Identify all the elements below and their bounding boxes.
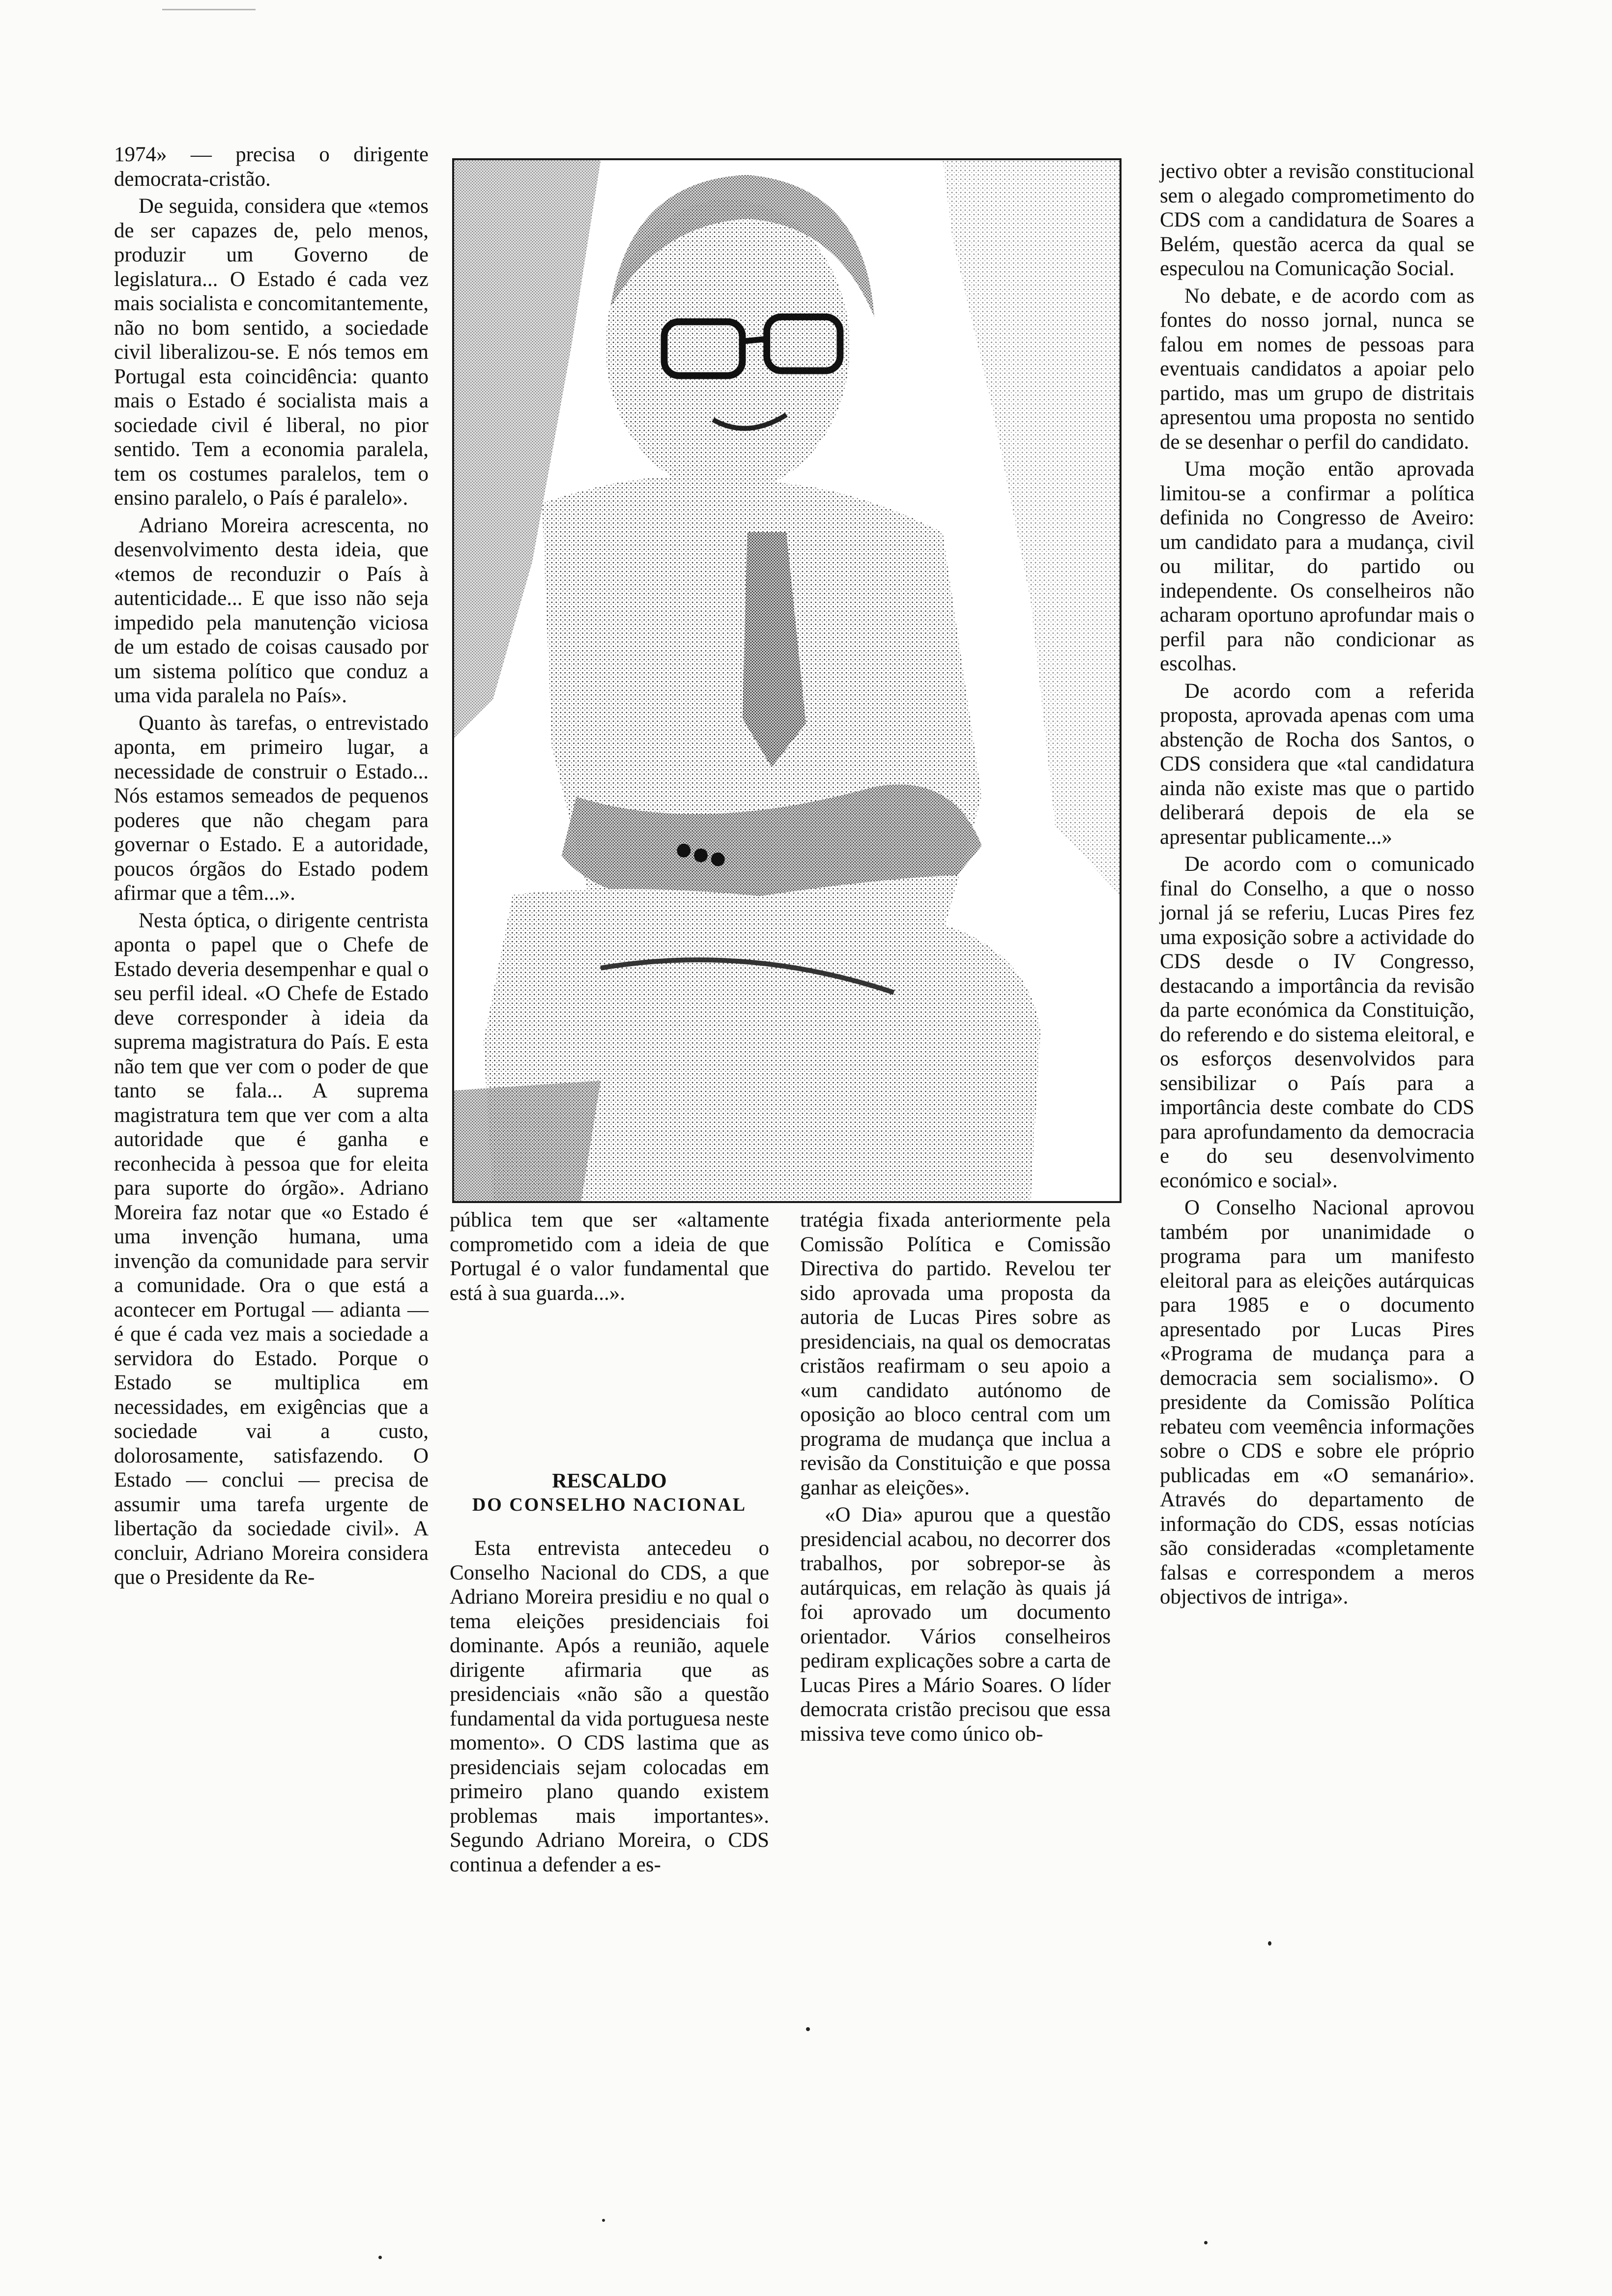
subhead-line-2: DO CONSELHO NACIONAL [472,1494,747,1515]
article-column-2-lower [450,1469,769,1877]
scan-speck [806,2027,810,2031]
paragraph: pública tem que ser «altamente comprometido com a ideia de que Portugal é o valor fundamental que está à sua guarda...». [450,1208,769,1305]
paragraph: Quanto às tarefas, o entrevistado aponta, em primeiro lugar, a necessidade de construir o Estado... Nós estamos semeados de pequenos poderes que não chegam para governar o Estado. E a autoridade, poucos órgãos do Estado podem afirmar que a têm...». [114,711,429,905]
paragraph: Adriano Moreira acrescenta, no desenvolvimento desta ideia, que «temos de reconduzir o País à autenticidade... E que isso não seja impedido pela manutenção viciosa de um estado de coisas causado por um sistema político que conduz a uma vida paralela no País». [114,514,429,707]
paragraph: 1974» — precisa o dirigente democrata-cristão. [114,143,429,191]
scan-edge-mark [162,9,256,10]
paragraph: De seguida, considera que «temos de ser capazes de, pelo menos, produzir um Governo de legislatura... O Estado é cada vez mais socialista e concomitantemente, não no bom sentido, a sociedade civil liberalizou-se. E nós temos em Portugal esta coincidência: quanto mais o Estado é socialista mais a sociedade civil é liberal, no pior sentido. Tem a economia paralela, tem os costumes paralelos, tem o ensino paralelo, o País é paralelo». [114,195,429,510]
article-column-2 [450,1208,769,1305]
section-subhead [450,1469,769,1517]
paragraph: Nesta óptica, o dirigente centrista aponta o papel que o Chefe de Estado deveria desempenhar e qual o seu perfil ideal. «O Chefe de Estado deve corresponder à ideia da suprema magistratura do País. E esta não tem que ver com o poder de que tanto se fala... A suprema magistratura tem que ver com a alta autoridade que é ganha e reconhecida à pessoa que for eleita para suporte do órgão». Adriano Moreira faz notar que «o Estado é uma invenção humana, uma invenção da comunidade para servir a comunidade. Ora o que está a acontecer em Portugal — adianta — é que é cada vez mais a sociedade a servidora do Estado. Porque o Estado se multiplica em necessidades, em exigências que a sociedade vai a custo, dolorosamente, satisfazendo. O Estado — conclui — precisa de assumir uma tarefa urgente de libertação da sociedade civil». A concluir, Adriano Moreira considera que o Presidente da Re- [114,909,429,1589]
paragraph: De acordo com o comunicado final do Conselho, a que o nosso jornal já se referiu, Lucas Pires fez uma exposição sobre a actividade do CDS desde o IV Congresso, destacando a importância da revisão da parte económica da Constituição, do referendo e do sistema eleitoral, e os esforços desenvolvidos para sensibilizar o País para a importância deste combate do CDS para aprofundamento da democracia e do seu desenvolvimento económico e social». [1160,853,1474,1192]
scan-speck [1268,1941,1271,1946]
paragraph: «O Dia» apurou que a questão presidencial acabou, no decorrer dos trabalhos, por sobrepor-se às autárquicas, em relação às quais já foi aprovado um documento orientador. Vários conselheiros pediram explicações sobre a carta de Lucas Pires a Mário Soares. O líder democrata cristão precisou que essa missiva teve como único ob- [800,1503,1111,1746]
portrait-photo [452,158,1122,1203]
paragraph: Uma moção então aprovada limitou-se a confirmar a política definida no Congresso de Aveiro: um candidato para a mudança, civil ou militar, do partido ou independente. Os conselheiros não acharam oportuno aprofundar mais o perfil para não condicionar as escolhas. [1160,458,1474,675]
portrait-photo-icon [454,160,1120,1201]
paragraph: Esta entrevista antecedeu o Conselho Nacional do CDS, a que Adriano Moreira presidiu e no qual o tema eleições presidenciais foi dominante. Após a reunião, aquele dirigente afirmaria que as presidenciais «não são a questão fundamental da vida portuguesa neste momento». O CDS lastima que as presidenciais sejam colocadas em primeiro plano quando existem problemas mais importantes». Segundo Adriano Moreira, o CDS continua a defender a es- [450,1537,769,1876]
scan-speck [378,2256,382,2259]
subhead-line-1: RESCALDO [552,1470,667,1492]
paragraph: De acordo com a referida proposta, aprovada apenas com uma abstenção de Rocha dos Santos, o CDS considera que «tal candidatura ainda não existe mas que o partido deliberará depois de ela se apresentar publicamente...» [1160,679,1474,849]
paragraph: No debate, e de acordo com as fontes do nosso jornal, nunca se falou em nomes de pessoas para eventuais candidatos a apoiar pelo partido, mas um grupo de distritais apresentou uma proposta no sentido de se desenhar o perfil do candidato. [1160,284,1474,454]
paragraph: jectivo obter a revisão constitucional sem o alegado comprometimento do CDS com a candidatura de Soares a Belém, questão acerca da qual se especulou na Comunicação Social. [1160,160,1474,280]
scan-speck [602,2219,605,2222]
paragraph: O Conselho Nacional aprovou também por unanimidade o programa para um manifesto eleitoral para as eleições autárquicas para 1985 e o documento apresentado por Lucas Pires «Programa de mudança para a democracia sem socialismo». O presidente da Comissão Política rebateu com veemência informações sobre o CDS e sobre ele próprio publicadas em «O semanário». Através do departamento de informação do CDS, essas notícias são consideradas «completamente falsas e correspondem a meros objectivos de intriga». [1160,1196,1474,1608]
article-column-4 [1160,159,1474,1609]
paragraph: tratégia fixada anteriormente pela Comissão Política e Comissão Directiva do partido. Revelou ter sido aprovada uma proposta da autoria de Lucas Pires sobre as presidenciais, na qual os democratas cristãos reafirmam o seu apoio a «um candidato autónomo de oposição ao bloco central com um programa de mudança que inclua a revisão da Constituição e que possa ganhar as eleições». [800,1208,1111,1499]
article-column-3 [800,1208,1111,1746]
article-column-1 [114,143,429,1590]
scan-speck [1204,2241,1208,2244]
